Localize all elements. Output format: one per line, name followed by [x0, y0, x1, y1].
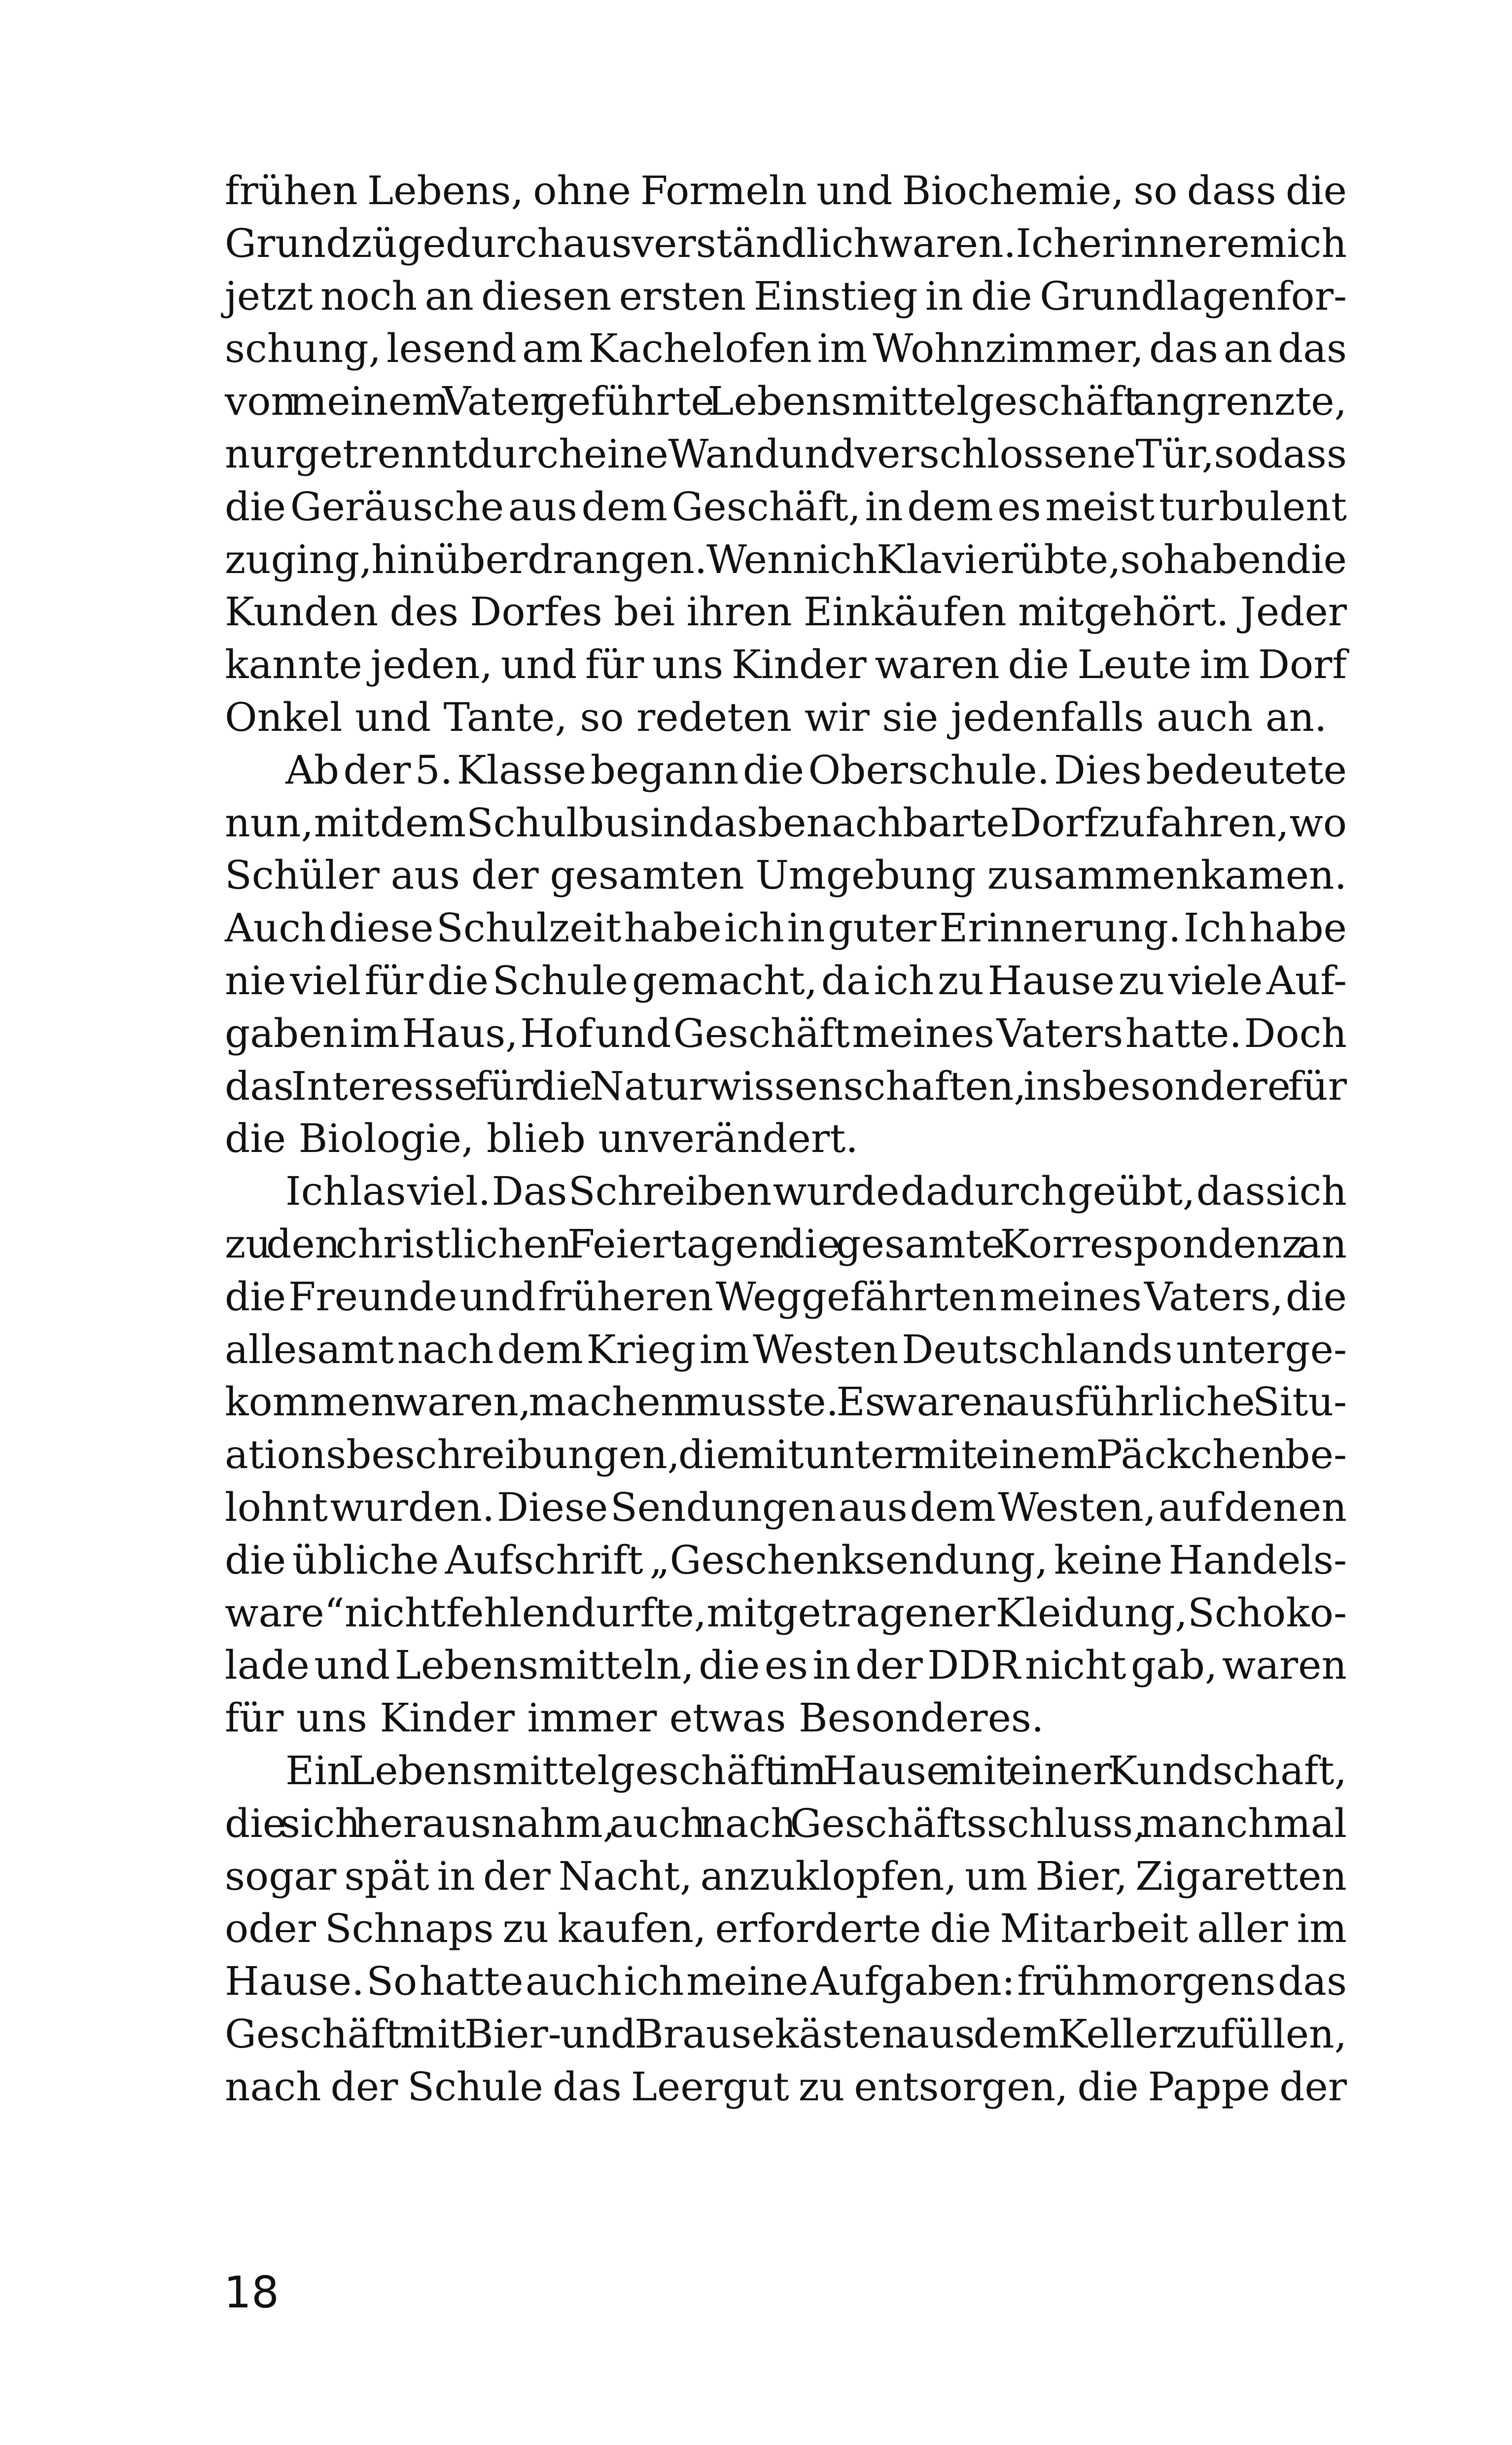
text-line: die Geräusche aus dem Geschäft, in dem es meist turbulent	[225, 483, 1347, 530]
paragraph-2	[225, 744, 1347, 1165]
text-line: Grundzüge durchaus verständlich waren. Ich erinnere mich	[225, 220, 1347, 266]
text-line: gaben im Haus, Hof und Geschäft meines Vaters hatte. Doch	[225, 1010, 1347, 1056]
text-line: kommen waren, machen musste. Es waren ausführliche Situ-	[225, 1379, 1347, 1425]
text-line: schung, lesend am Kachelofen im Wohnzimmer, das an das	[225, 325, 1347, 372]
text-line: nur getrennt durch eine Wand und verschlossene Tür, so dass	[225, 431, 1347, 477]
text-line: Onkel und Tante, so redeten wir sie jedenfalls auch an.	[225, 694, 1327, 740]
text-line: für uns Kinder immer etwas Besonderes.	[225, 1695, 1044, 1741]
text-line: ationsbeschreibungen, die mitunter mit einem Päckchen be-	[225, 1432, 1347, 1478]
paragraph-4	[225, 1745, 1347, 2114]
text-line: von meinem Vater geführte Lebensmittelgeschäft angrenzte,	[225, 378, 1347, 425]
text-line: oder Schnaps zu kaufen, erforderte die Mitarbeit aller im	[225, 1906, 1347, 1952]
text-line: nach der Schule das Leergut zu entsorgen, die Pappe der	[225, 2063, 1347, 2110]
page-number: 18	[224, 2267, 279, 2318]
text-line: kannte jeden, und für uns Kinder waren die Leute im Dorf	[225, 642, 1347, 688]
text-line: die übliche Aufschrift „Geschenksendung, keine Handels-	[225, 1537, 1347, 1583]
body-text	[225, 165, 1347, 2113]
paragraph-3	[225, 1165, 1347, 1745]
text-line: ware“ nicht fehlen durfte, mit getragener Kleidung, Schoko-	[225, 1589, 1347, 1636]
text-line: zu den christlichen Feiertagen die gesamte Korrespondenz an	[225, 1221, 1347, 1267]
text-line: Hause. So hatte auch ich meine Aufgaben: frühmorgens das	[225, 1958, 1347, 2005]
text-line: Ich las viel. Das Schreiben wurde dadurch geübt, dass ich	[285, 1168, 1347, 1215]
text-line: nun, mit dem Schulbus in das benachbarte Dorf zu fahren, wo	[225, 799, 1347, 846]
paragraph-1	[225, 165, 1347, 744]
text-line: Schüler aus der gesamten Umgebung zusammenkamen.	[225, 852, 1347, 899]
text-line: sogar spät in der Nacht, anzuklopfen, um Bier, Zigaretten	[225, 1853, 1347, 1899]
text-line: die Freunde und früheren Weggefährten meines Vaters, die	[225, 1273, 1347, 1320]
text-line: Ab der 5. Klasse begann die Oberschule. Dies bedeutete	[285, 747, 1347, 793]
text-line: lohnt wurden. Diese Sendungen aus dem Westen, auf denen	[225, 1484, 1347, 1530]
text-line: das Interesse für die Naturwissenschaften, insbesondere für	[225, 1063, 1347, 1109]
text-line: die sich herausnahm, auch nach Geschäftsschluss, manchmal	[225, 1800, 1347, 1846]
text-line: jetzt noch an diesen ersten Einstieg in die Grundlagenfor-	[225, 273, 1347, 319]
text-line: die Biologie, blieb unverändert.	[225, 1115, 858, 1162]
text-line: Geschäft mit Bier- und Brausekästen aus dem Keller zu füllen,	[225, 2011, 1347, 2057]
text-line: allesamt nach dem Krieg im Westen Deutschlands unterge-	[225, 1326, 1347, 1372]
text-line: lade und Lebensmitteln, die es in der DDR nicht gab, waren	[225, 1642, 1347, 1689]
text-line: Kunden des Dorfes bei ihren Einkäufen mitgehört. Jeder	[225, 589, 1347, 635]
text-line: Auch diese Schulzeit habe ich in guter Erinnerung. Ich habe	[225, 905, 1347, 951]
text-line: zuging, hinüberdrangen. Wenn ich Klavier übte, so haben die	[225, 536, 1347, 582]
text-line: nie viel für die Schule gemacht, da ich zu Hause zu viele Auf-	[225, 957, 1347, 1004]
text-line: Ein Lebensmittelgeschäft im Hause mit einer Kundschaft,	[285, 1747, 1347, 1794]
text-line: frühen Lebens, ohne Formeln und Biochemie, so dass die	[225, 168, 1347, 214]
